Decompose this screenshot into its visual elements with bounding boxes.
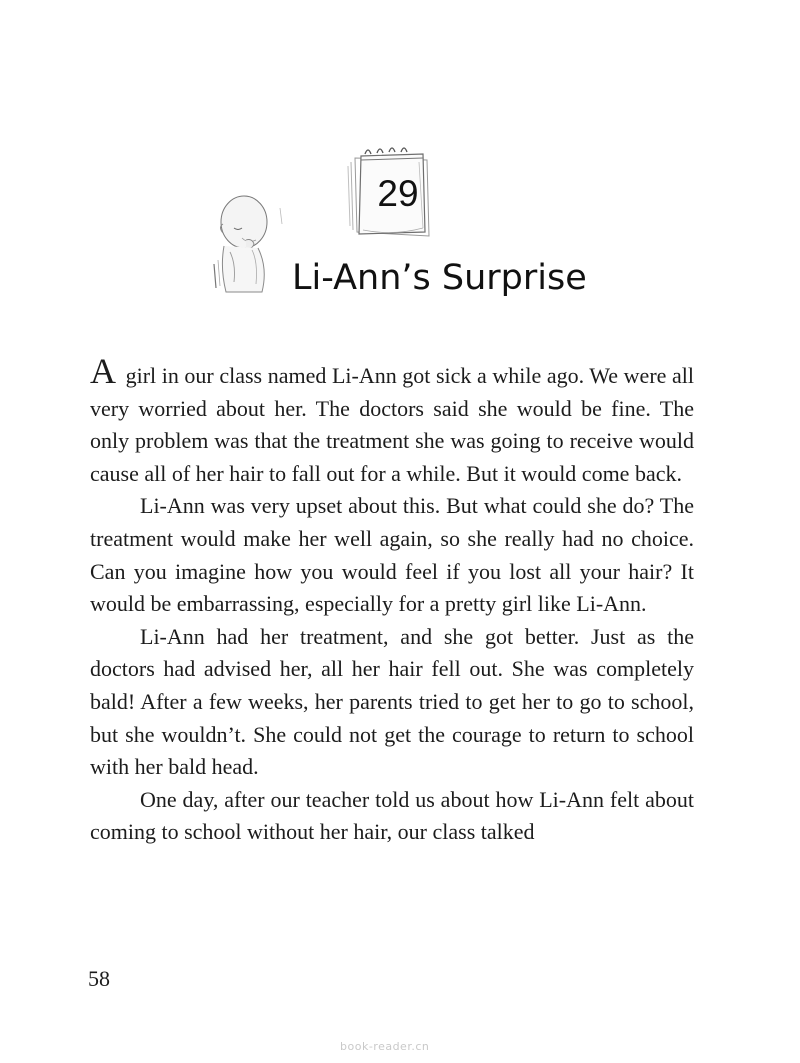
- paragraph: [90, 351, 694, 490]
- chapter-title: Li-Ann’s Surprise: [292, 258, 587, 298]
- chapter-number: 29: [377, 173, 419, 214]
- paragraph-text: girl in our class named Li-Ann got sick a while ago. We were all very worried about her. The doctors said she would be fine. The only problem was that the treatment she was going to receive would cause all of her hair to fall out for a while. But it would come back.: [90, 363, 694, 486]
- page-number: 58: [88, 966, 110, 991]
- paragraph: Li-Ann was very upset about this. But what could she do? The treatment would make her well again, so she really had no choice. Can you imagine how you would feel if you lost all your hair? It would be embarrassing, especially for a pretty girl like Li-Ann.: [90, 493, 694, 617]
- paragraph: One day, after our teacher told us about how Li-Ann felt about coming to school without her hair, our class talked: [90, 786, 694, 845]
- paragraph: Li-Ann had her treatment, and she got better. Just as the doctors had advised her, all her hair fell out. She was completely bald! After a few weeks, her parents tried to get her to go to school, but she wouldn’t. She could not get the courage to return to school with her bald head.: [90, 623, 694, 780]
- chapter-body: [90, 351, 694, 849]
- drop-letter: A: [90, 351, 116, 391]
- bald-baby-illustration: [206, 188, 288, 298]
- watermark: book-reader.cn: [340, 1040, 430, 1053]
